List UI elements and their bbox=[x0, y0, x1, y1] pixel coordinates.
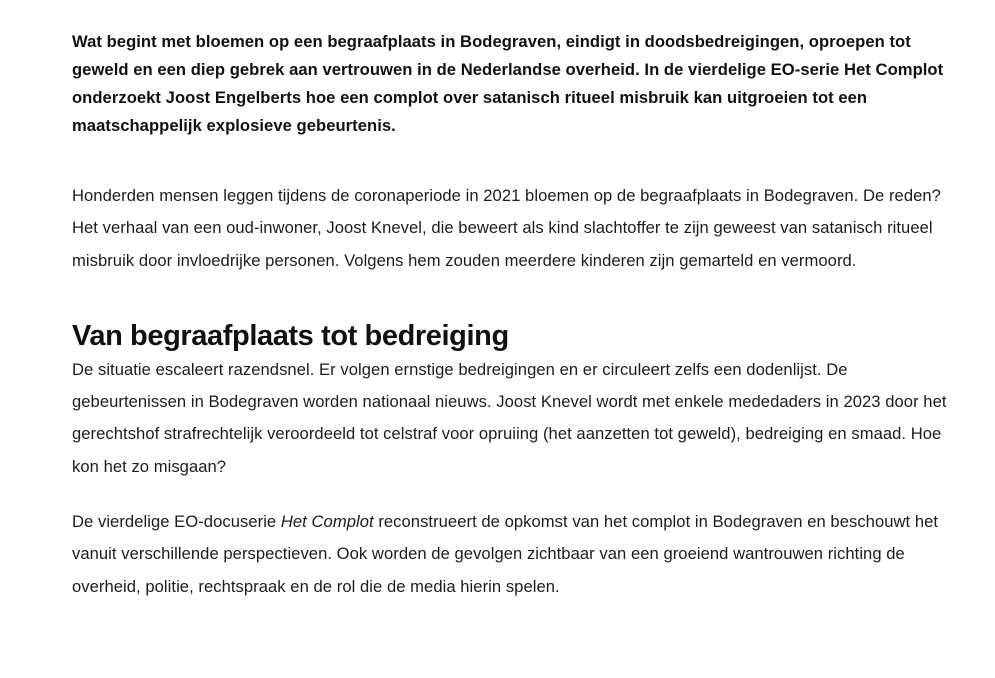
paragraph-docuserie-end: reconstrueert de opkomst van het complot in Bodegraven en beschouwt het vanuit verschillende perspectieven. Ook worden de gevolgen zichtbaar van een groeiend wantrouwen richting de overheid, politie, rechtspraak en de rol die de media hierin spelen. bbox=[72, 512, 939, 596]
section-heading: Van begraafplaats tot bedreiging bbox=[72, 319, 509, 352]
series-title: Het Complot bbox=[280, 512, 374, 532]
paragraph-escalatie: De situatie escaleert razendsnel. Er volgen ernstige bedreigingen en er circuleert zelfs een dodenlijst. De gebeurtenissen in Bodegraven worden nationaal nieuws. Joost Knevel wordt met enkele mededaders in 2023 door het gerechtshof strafrechtelijk veroordeeld tot celstraf voor opruiing (het aanzetten tot geweld), bedreiging en smaad. Hoe kon het zo misgaan? bbox=[72, 359, 947, 476]
paragraph-docuserie-start: De vierdelige EO-docuserie bbox=[72, 512, 281, 532]
paragraph-coronaperiode: Honderden mensen leggen tijdens de coronaperiode in 2021 bloemen op de begraafplaats in Bodegraven. De reden? Het verhaal van een oud-inwoner, Joost Knevel, die beweert als kind slachtoffer te zijn geweest van satanisch ritueel misbruik door invloedrijke personen. Volgens hem zouden meerdere kinderen zijn gemarteld en vermoord. bbox=[72, 186, 941, 270]
paragraph-docuserie bbox=[72, 506, 952, 603]
article-intro: Wat begint met bloemen op een begraafplaats in Bodegraven, eindigt in doodsbedreigingen, oproepen tot geweld en een diep gebrek aan vertrouwen in de Nederlandse overheid. In de vierdelige EO-serie Het Complot onderzoekt Joost Engelberts hoe een complot over satanisch ritueel misbruik kan uitgroeien tot een maatschappelijk explosieve gebeurtenis. bbox=[72, 32, 944, 135]
